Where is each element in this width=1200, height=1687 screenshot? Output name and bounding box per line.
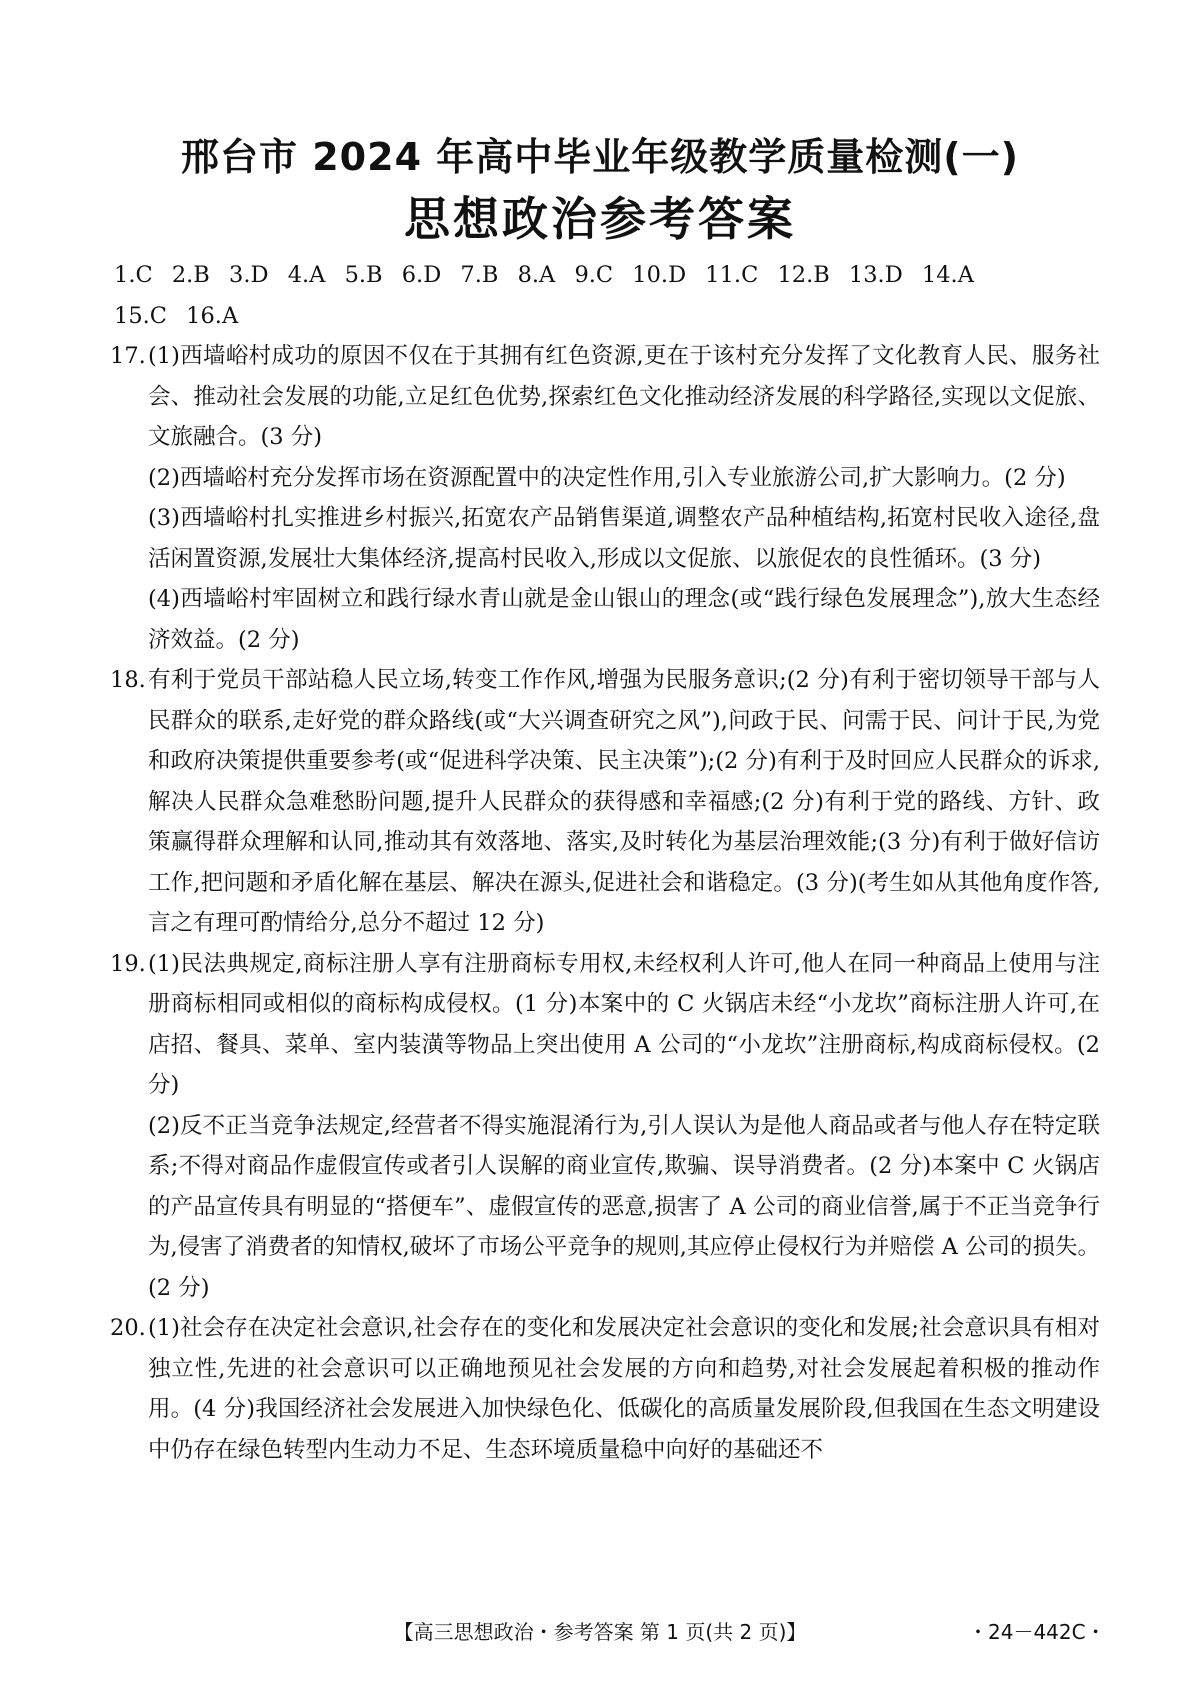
question-18 — [110, 660, 1100, 944]
answer-part: (2)西墙峪村充分发挥市场在资源配置中的决定性作用,引入专业旅游公司,扩大影响力。(2 分) — [148, 464, 1066, 491]
answer-content — [110, 255, 1101, 1470]
mc-answer: 11.C — [705, 262, 759, 288]
multiple-choice-answers — [114, 255, 1100, 336]
mc-answer: 5.B — [344, 262, 383, 288]
question-number: 17. — [110, 343, 146, 369]
answer-part: (3)西墙峪村扎实推进乡村振兴,拓宽农产品销售渠道,调整农产品种植结构,拓宽村民收入途径,盘活闲置资源,发展壮大集体经济,提高村民收入,形成以文促旅、以旅促农的良性循环。(3 分) — [148, 505, 1100, 572]
mc-answer: 2.B — [171, 262, 210, 288]
mc-answer: 8.A — [517, 262, 556, 288]
answer-part: (2)反不正当竞争法规定,经营者不得实施混淆行为,引人误认为是他人商品或者与他人存在特定联系;不得对商品作虚假宣传或者引人误解的商业宣传,欺骗、误导消费者。(2 分)本案中 C 火锅店的产品宣传具有明显的“搭便车”、虚假宣传的恶意,损害了 A 公司的商业信誉,属于不正当竞争行为,侵害了消费者的知情权,破坏了市场公平竞争的规则,其应停止侵权行为并赔偿 A 公司的损失。(2 分) — [148, 1112, 1101, 1301]
document-code: ・24－442C・ — [968, 1620, 1106, 1644]
mc-answer: 9.C — [574, 262, 614, 288]
answer-part: (1)西墙峪村成功的原因不仅在于其拥有红色资源,更在于该村充分发挥了文化教育人民、服务社会、推动社会发展的功能,立足红色优势,探索红色文化推动经济发展的科学路径,实现以文促旅、文旅融合。(3 分) — [148, 343, 1100, 450]
question-number: 19. — [110, 950, 146, 977]
mc-answer: 1.C — [114, 262, 153, 288]
question-20 — [110, 1308, 1100, 1470]
mc-answer: 14.A — [921, 262, 974, 288]
answer-text: (1)社会存在决定社会意识,社会存在的变化和发展决定社会意识的变化和发展;社会意识具有相对独立性,先进的社会意识可以正确地预见社会发展的方向和趋势,对社会发展起着积极的推动作用。(4 分)我国经济社会发展进入加快绿色化、低碳化的高质量发展阶段,但我国在生态文明建设中仍存在绿色转型内生动力不足、生态环境质量稳中向好的基础还不 — [148, 1315, 1100, 1463]
mc-answer: 3.D — [229, 262, 269, 288]
mc-answer: 13.D — [848, 262, 903, 288]
question-number: 18. — [110, 667, 146, 693]
mc-answer: 16.A — [186, 302, 239, 329]
subject-title: 思想政治参考答案 — [404, 192, 796, 246]
mc-answer: 10.D — [632, 262, 687, 288]
question-number: 20. — [110, 1315, 146, 1341]
mc-answer: 7.B — [460, 262, 499, 288]
answer-part: (1)民法典规定,商标注册人享有注册商标专用权,未经权利人许可,他人在同一种商品上使用与注册商标相同或相似的商标构成侵权。(1 分)本案中的 C 火锅店未经“小龙坎”商标注册人许可,在店招、餐具、菜单、室内装潢等物品上突出使用 A 公司的“小龙坎”注册商标,构成商标侵权。(2 分) — [148, 950, 1100, 1098]
exam-title: 邢台市 2024 年高中毕业年级教学质量检测(一) — [181, 135, 1019, 179]
page-footer: 【高三思想政治・参考答案 第 1 页(共 2 页)】 — [393, 1620, 807, 1644]
mc-answer: 12.B — [777, 262, 830, 288]
answer-text: 有利于党员干部站稳人民立场,转变工作作风,增强为民服务意识;(2 分)有利于密切领导干部与人民群众的联系,走好党的群众路线(或“大兴调查研究之风”),问政于民、问需于民、问计于民,为党和政府决策提供重要参考(或“促进科学决策、民主决策”);(2 分)有利于及时回应人民群众的诉求,解决人民群众急难愁盼问题,提升人民群众的获得感和幸福感;(2 分)有利于党的路线、方针、政策赢得群众理解和认同,推动其有效落地、落实,及时转化为基层治理效能;(3 分)有利于做好信访工作,把问题和矛盾化解在基层、解决在源头,促进社会和谐稳定。(3 分)(考生如从其他角度作答,言之有理可酌情给分,总分不超过 12 分) — [148, 667, 1100, 936]
mc-answer: 4.A — [287, 262, 326, 288]
question-19 — [110, 944, 1101, 1309]
mc-answer: 6.D — [401, 262, 442, 288]
mc-answer: 15.C — [114, 302, 167, 329]
question-17 — [110, 336, 1100, 660]
answer-part: (4)西墙峪村牢固树立和践行绿水青山就是金山银山的理念(或“践行绿色发展理念”),放大生态经济效益。(2 分) — [148, 586, 1100, 653]
